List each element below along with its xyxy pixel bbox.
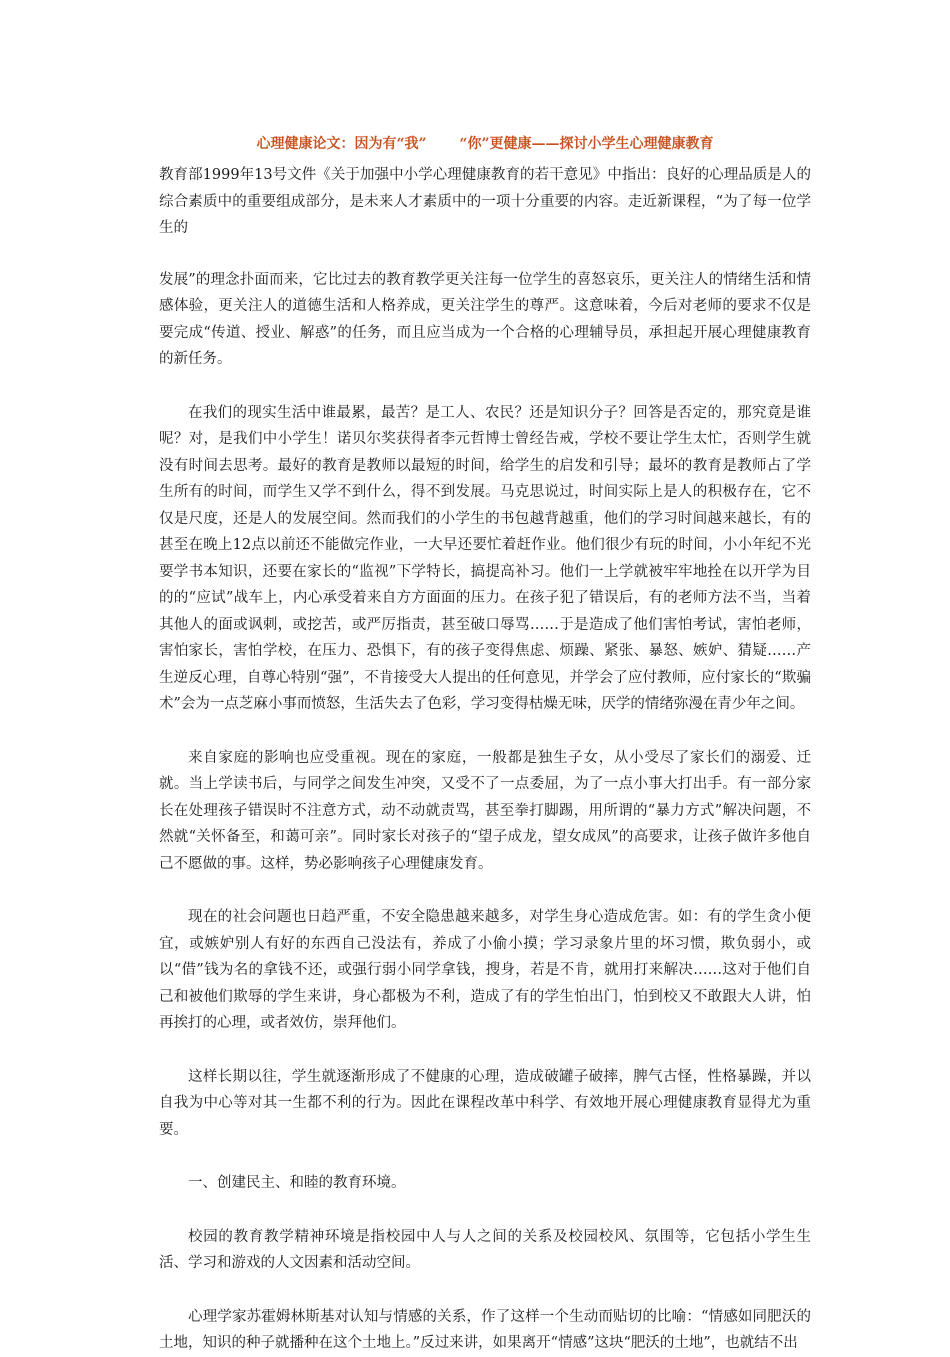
document-page [159, 134, 811, 1357]
paragraph-students-burden: 在我们的现实生活中谁最累，最苦？是工人、农民？还是知识分子？回答是否定的，那究竟是谁呢？对，是我们中小学生！诺贝尔奖获得者李元哲博士曾经告戒，学校不要让学生太忙，否则学生就没有时间去思考。最好的教育是教师以最短的时间，给学生的启发和引导；最坏的教育是教师占了学生所有的时间，而学生又学不到什么，得不到发展。马克思说过，时间实际上是人的积极存在，它不仅是尺度，还是人的发展空间。然而我们的小学生的书包越背越重，他们的学习时间越来越长，有的甚至在晚上12点以前还不能做完作业，一大早还要忙着赶作业。他们很少有玩的时间，小小年纪不光要学书本知识，还要在家长的“监视”下学特长，搞提高补习。他们一上学就被牢牢地拴在以开学为目的的“应试”战车上，内心承受着来自方方面面的压力。在孩子犯了错误后，有的老师方法不当，当着其他人的面或讽刺，或挖苦，或严厉指责，甚至破口辱骂……于是造成了他们害怕考试，害怕老师，害怕家长，害怕学校，在压力、恐惧下，有的孩子变得焦虑、烦躁、紧张、暴怒、嫉妒、猜疑……产生逆反心理，自尊心特别“强”，不肯接受大人提出的任何意见，并学会了应付教师，应付家长的“欺骗术”会为一点芝麻小事而愤怒，生活失去了色彩，学习变得枯燥无味，厌学的情绪弥漫在青少年之间。 [159, 404, 811, 712]
paragraph-family-influence: 来自家庭的影响也应受重视。现在的家庭，一般都是独生子女，从小受尽了家长们的溺爱、迁就。当上学读书后，与同学之间发生冲突，又受不了一点委屈，为了一点小事大打出手。有一部分家长在处理孩子错误时不注意方式，动不动就责骂，甚至拳打脚踢，用所谓的“暴力方式”解决问题，不然就“关怀备至，和蔼可亲”。同时家长对孩子的“望子成龙，望女成凤”的高要求，让孩子做许多他自己不愿做的事。这样，势必影响孩子心理健康发育。 [159, 749, 811, 872]
paragraph-gap [159, 373, 811, 400]
paragraph-gap [159, 718, 811, 745]
paragraph-gap [159, 877, 811, 904]
paragraph-school-environment: 校园的教育教学精神环境是指校园中人与人之间的关系及校园校风、氛围等，它包括小学生生活、学习和游戏的人文因素和活动空间。 [159, 1228, 811, 1271]
paragraph-gap [159, 1143, 811, 1170]
section-heading-1: 一、创建民主、和睦的教育环境。 [188, 1175, 406, 1191]
paragraph-intro-cont: 发展”的理念扑面而来，它比过去的教育教学更关注每一位学生的喜怒哀乐，更关注人的情绪生活和情感体验，更关注人的道德生活和人格养成，更关注学生的尊严。这意味着，今后对老师的要求不仅是要完成“传道、授业、解惑”的任务，而且应当成为一个合格的心理辅导员，承担起开展心理健康教育的新任务。 [159, 271, 811, 367]
paragraph-consequences: 这样长期以往，学生就逐渐形成了不健康的心理，造成破罐子破摔，脾气古怪，性格暴躁，并以自我为中心等对其一生都不利的行为。因此在课程改革中科学、有效地开展心理健康教育显得尤为重要。 [159, 1068, 811, 1138]
paragraph-gap [159, 1037, 811, 1064]
paragraph-gap [159, 1277, 811, 1304]
document-title: 心理健康论文：因为有“我” “你”更健康——探讨小学生心理健康教育 [256, 136, 714, 152]
paragraph-gap [159, 1197, 811, 1224]
paragraph-gap [159, 242, 811, 267]
paragraph-social-problems: 现在的社会问题也日趋严重，不安全隐患越来越多，对学生身心造成危害。如：有的学生贪小便宜，或嫉妒别人有好的东西自己没法有，养成了小偷小摸；学习录象片里的坏习惯，欺负弱小，或以“借”钱为名的拿钱不还，或强行弱小同学拿钱，搜身，若是不肯，就用打来解决……这对于他们自己和被他们欺辱的学生来讲，身心都极为不利，造成了有的学生怕出门，怕到校又不敢跟大人讲，怕再挨打的心理，或者效仿，崇拜他们。 [159, 909, 811, 1031]
paragraph-sukhomlinsky: 心理学家苏霍姆林斯基对认知与情感的关系，作了这样一个生动而贴切的比喻：“情感如同肥沃的土地，知识的种子就播种在这个土地上。”反过来讲，如果离开“情感”这块“肥沃的土地”，也就结不出 [159, 1308, 811, 1351]
paragraph-intro: 教育部1999年13号文件《关于加强中小学心理健康教育的若干意见》中指出：良好的心理品质是人的综合素质中的重要组成部分，是未来人才素质中的一项十分重要的内容。走近新课程，“为了每一位学生的 [159, 167, 811, 236]
